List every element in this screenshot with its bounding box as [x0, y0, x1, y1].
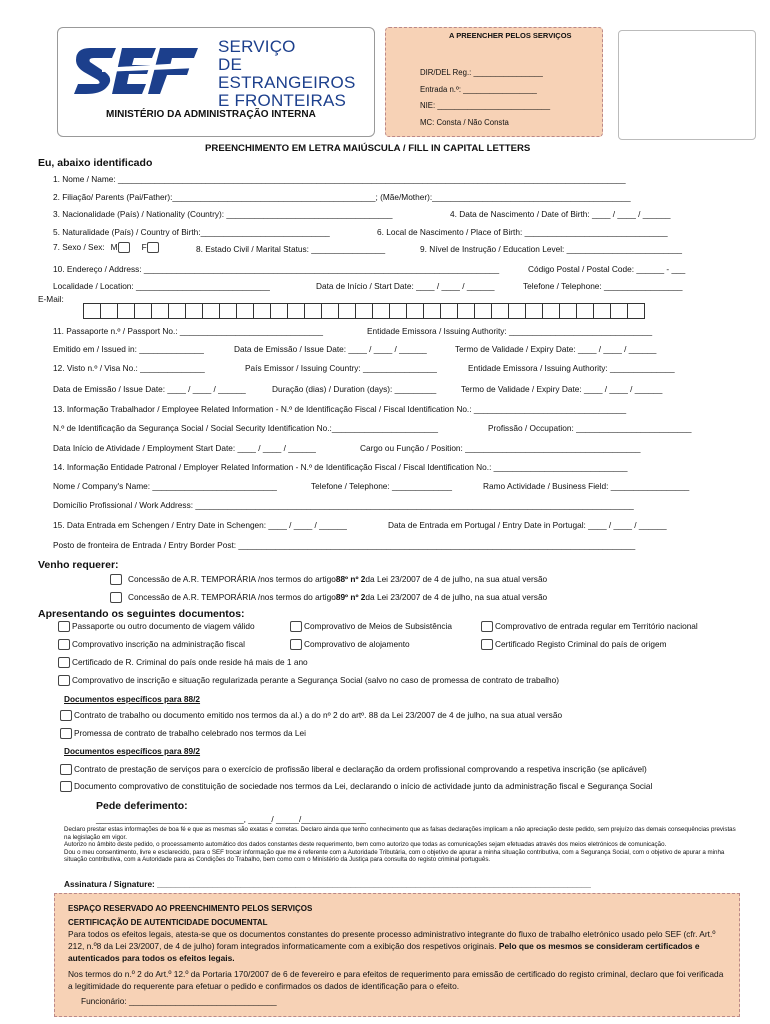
- doc-work-contract[interactable]: Contrato de trabalho ou documento emitido nos termos da al.) a do nº 2 do artº. 88 da Lei 23/2007 de 4 de julho, na sua atual versão: [60, 710, 562, 721]
- request-88-checkbox[interactable]: [110, 574, 122, 585]
- services-field-reg[interactable]: DIR/DEL Reg.: ________________: [420, 68, 543, 77]
- reserved-box: [54, 893, 740, 1017]
- request-option-89[interactable]: Concessão de A.R. TEMPORÁRIA /nos termos do artigo 89º nº 2 da Lei 23/2007 de 4 de julho, na sua atual versão: [110, 592, 547, 603]
- field-employment-start[interactable]: Data Início de Atividade / Employment Start Date: ____ / ____ / ______: [53, 443, 316, 453]
- services-field-entrada[interactable]: Entrada n.º: _________________: [420, 84, 537, 94]
- field-visa-country[interactable]: País Emissor / Issuing Country: ________________: [245, 363, 437, 373]
- docs-specific-89-title: Documentos específicos para 89/2: [64, 746, 201, 756]
- request-title: Venho requerer:: [38, 559, 119, 571]
- field-passport-authority[interactable]: Entidade Emissora / Issuing Authority: _______________________________: [367, 326, 653, 336]
- date-place-line[interactable]: ________________________________, _____/ _____/______________: [96, 814, 366, 824]
- doc-service-contract[interactable]: Contrato de prestação de serviços para o exercício de profissão liberal e declaração da ordem profissional comprovando a respetiva inscrição (se aplicável): [60, 764, 647, 775]
- doc-subsistence-checkbox[interactable]: [290, 621, 302, 632]
- org-line2: DE ESTRANGEIROS: [218, 55, 356, 92]
- field-border-post[interactable]: Posto de fronteira de Entrada / Entry Border Post: ______________________________________________________________________________________: [53, 540, 636, 550]
- field-marital-status[interactable]: 8. Estado Civil / Marital Status: ________________: [196, 244, 386, 254]
- intro-text: Eu, abaixo identificado: [38, 157, 153, 169]
- field-portugal-entry[interactable]: Data de Entrada em Portugal / Entry Date in Portugal: ____ / ____ / ______: [388, 520, 667, 530]
- legal-declaration: Declaro prestar estas informações de boa fé e que as mesmas são exatas e corretas. Declaro ainda que tenho conhecimento que as falsas declarações implicam a não apreciação deste pedido, sem prejuízo das demais consequências previstas na legislação em vigor.: [64, 826, 736, 841]
- field-postal-code[interactable]: Código Postal / Postal Code: ______ - ___: [528, 264, 686, 274]
- certification-paragraph: Para todos os efeitos legais, atesta-se que os documentos constantes do presente processo administrativo integrante do fluxo de trabalho eletrónico usado pelo SEF (cfr. Art.º 212, n.º8 da Lei 23/2007, de 4 de julho) foram integrados informaticamente com a exibição dos respetivos originais. Pelo que os mesmos se consideram certificados e autenticados para todos os efeitos legais.: [68, 929, 716, 964]
- doc-company-checkbox[interactable]: [60, 781, 72, 792]
- logo-box: [57, 27, 375, 137]
- email-label: E-Mail:: [38, 294, 64, 304]
- instructions: PREENCHIMENTO EM LETRA MAIÚSCULA / FILL IN CAPITAL LETTERS: [205, 143, 531, 154]
- field-company-phone[interactable]: Telefone / Telephone: _____________: [311, 481, 453, 491]
- doc-social-security[interactable]: Comprovativo de inscrição e situação regularizada perante a Segurança Social (salvo no caso de promessa de contrato de trabalho): [58, 675, 559, 686]
- doc-work-contract-checkbox[interactable]: [60, 710, 72, 721]
- field-occupation[interactable]: Profissão / Occupation: _________________________: [488, 423, 692, 433]
- doc-passport-checkbox[interactable]: [58, 621, 70, 632]
- reserved-title: ESPAÇO RESERVADO AO PREENCHIMENTO PELOS SERVIÇOS: [68, 904, 313, 913]
- field-passport[interactable]: 11. Passaporte n.º / Passport No.: _______________________________: [53, 326, 323, 336]
- sex-label: 7. Sexo / Sex:: [53, 242, 105, 252]
- field-work-address[interactable]: Domicílio Profissional / Work Address: _______________________________________________________________________________________________: [53, 500, 634, 510]
- docs-specific-88-title: Documentos específicos para 88/2: [64, 694, 201, 704]
- signature-line[interactable]: Assinatura / Signature: ______________________________________________________________________________________________: [64, 879, 591, 889]
- services-title: A PREENCHER PELOS SERVIÇOS: [449, 31, 572, 40]
- legal-authorization: Autorizo no âmbito deste pedido, o processamento automático dos dados constantes deste requerimento, bem como autorizo que todas as comunicações sejam efetuadas através dos meios eletrónicos de comunicação.: [64, 841, 667, 849]
- doc-regular-entry[interactable]: Comprovativo de entrada regular em Território nacional: [481, 621, 698, 632]
- sex-m-checkbox[interactable]: [118, 242, 130, 253]
- sex-f-label: F: [141, 242, 147, 252]
- doc-passport[interactable]: Passaporte ou outro documento de viagem válido: [58, 621, 255, 632]
- field-employee-nif[interactable]: 13. Informação Trabalhador / Employee Related Information - N.º de Identificação Fiscal / Fiscal Identification No.: _________________________________: [53, 404, 627, 414]
- doc-subsistence[interactable]: Comprovativo de Meios de Subsistência: [290, 621, 452, 632]
- criminal-record-paragraph: Nos termos do n.º 2 do Art.º 12.º da Portaria 170/2007 de 6 de fevereiro e para efeitos de requerimento para emissão de certificado do registo criminal, declaro que foi verificada a legitimidade do requerente para efetuar o pedido e confirmados os dados de identificação para o efeito.: [68, 969, 724, 992]
- reserved-subtitle: CERTIFICAÇÃO DE AUTENTICIDADE DOCUMENTAL: [68, 918, 268, 927]
- field-visa-issue-date[interactable]: Data de Emissão / Issue Date: ____ / ____ / ______: [53, 384, 246, 394]
- field-visa-duration[interactable]: Duração (dias) / Duration (days): _________: [272, 384, 437, 394]
- field-place-birth[interactable]: 6. Local de Nascimento / Place of Birth: _______________________________: [377, 227, 668, 237]
- org-line1: SERVIÇO: [218, 37, 296, 56]
- email-input[interactable]: [83, 303, 644, 319]
- ministry-label: MINISTÉRIO DA ADMINISTRAÇÃO INTERNA: [106, 109, 316, 120]
- doc-company[interactable]: Documento comprovativo de constituição de sociedade nos termos da Lei, declarando o início de actividade junto da administração fiscal e Segurança Social: [60, 781, 652, 792]
- doc-housing-checkbox[interactable]: [290, 639, 302, 650]
- doc-housing[interactable]: Comprovativo de alojamento: [290, 639, 410, 650]
- field-start-date[interactable]: Data de Início / Start Date: ____ / ____ / ______: [316, 281, 495, 291]
- legal-text: [64, 826, 744, 864]
- doc-tax[interactable]: Comprovativo inscrição na administração fiscal: [58, 639, 245, 650]
- doc-service-contract-checkbox[interactable]: [60, 764, 72, 775]
- doc-criminal-residence[interactable]: Certificado de R. Criminal do país onde reside há mais de 1 ano: [58, 657, 308, 668]
- services-field-mc[interactable]: MC: Consta / Não Consta: [420, 117, 509, 127]
- field-visa-authority[interactable]: Entidade Emissora / Issuing Authority: ______________: [468, 363, 675, 373]
- field-telephone[interactable]: Telefone / Telephone: _________________: [523, 281, 683, 291]
- pede-deferimento: Pede deferimento:: [96, 800, 188, 812]
- doc-work-promise-checkbox[interactable]: [60, 728, 72, 739]
- org-line3: E FRONTEIRAS: [218, 91, 347, 110]
- doc-criminal-residence-checkbox[interactable]: [58, 657, 70, 668]
- field-employer-nif[interactable]: 14. Informação Entidade Patronal / Employer Related Information - N.º de Identificação Fiscal / Fiscal Identification No.: _____________________________: [53, 462, 628, 472]
- field-dob[interactable]: 4. Data de Nascimento / Date of Birth: ____ / ____ / ______: [450, 209, 671, 219]
- field-location[interactable]: Localidade / Location: _____________________________: [53, 281, 270, 291]
- docs-title: Apresentando os seguintes documentos:: [38, 608, 245, 620]
- funcionario-line[interactable]: Funcionário: ________________________________: [81, 996, 277, 1006]
- field-education[interactable]: 9. Nível de Instrução / Education Level: _________________________: [420, 244, 683, 254]
- field-nationality[interactable]: 3. Nacionalidade (País) / Nationality (Country): ____________________________________: [53, 209, 393, 219]
- field-sex: [53, 242, 161, 253]
- doc-criminal-origin[interactable]: Certificado Registo Criminal do país de origem: [481, 639, 667, 650]
- doc-work-promise[interactable]: Promessa de contrato de trabalho celebrado nos termos da Lei: [60, 728, 306, 739]
- legal-consent: Dou o meu consentimento, livre e esclarecido, para o SEF trocar informação que me é referente com a Autoridade Tributária, com o objetivo de apurar a minha situação contributiva, com a Segurança Social, com o objetivo de apurar a minha situação contributiva, com a Autoridade para as Condições do Trabalho, bem como com o Ministério da Justiça para consulta do registo criminal português.: [64, 848, 725, 864]
- services-field-nie[interactable]: NIE: __________________________: [420, 101, 551, 110]
- field-position[interactable]: Cargo ou Função / Position: ______________________________________: [360, 443, 641, 453]
- request-option-88[interactable]: Concessão de A.R. TEMPORÁRIA /nos termos do artigo 88º nº 2 da Lei 23/2007 de 4 de julho, na sua atual versão: [110, 574, 547, 585]
- field-passport-expiry[interactable]: Termo de Validade / Expiry Date: ____ / ____ / ______: [455, 344, 657, 354]
- doc-regular-entry-checkbox[interactable]: [481, 621, 493, 632]
- field-company-name[interactable]: Nome / Company's Name: ___________________________: [53, 481, 277, 491]
- field-visa[interactable]: 12. Visto n.º / Visa No.: ______________: [53, 363, 205, 373]
- field-issued-in[interactable]: Emitido em / Issued in: ______________: [53, 344, 204, 354]
- doc-social-security-checkbox[interactable]: [58, 675, 70, 686]
- services-box: [385, 27, 603, 137]
- field-country-birth[interactable]: 5. Naturalidade (País) / Country of Birth:____________________________: [53, 227, 330, 237]
- sex-f-checkbox[interactable]: [147, 242, 159, 253]
- sex-m-label: M: [110, 242, 118, 252]
- doc-tax-checkbox[interactable]: [58, 639, 70, 650]
- field-passport-issue-date[interactable]: Data de Emissão / Issue Date: ____ / ____ / ______: [234, 344, 427, 354]
- photo-box: [618, 30, 756, 140]
- field-visa-expiry[interactable]: Termo de Validade / Expiry Date: ____ / ____ / ______: [461, 384, 663, 394]
- doc-criminal-origin-checkbox[interactable]: [481, 639, 493, 650]
- request-89-checkbox[interactable]: [110, 592, 122, 603]
- field-business-field[interactable]: Ramo Actividade / Business Field: _________________: [483, 481, 690, 491]
- field-address[interactable]: 10. Endereço / Address: _____________________________________________________________________________: [53, 264, 500, 274]
- sef-logo: [72, 40, 202, 96]
- field-parents[interactable]: 2. Filiação/ Parents (Pai/Father):____________________________________________; (Mãe/Mother):___________________________________________: [53, 192, 631, 202]
- field-name[interactable]: 1. Nome / Name: ______________________________________________________________________________________________________________: [53, 174, 626, 184]
- field-schengen-entry[interactable]: 15. Data Entrada em Schengen / Entry Date in Schengen: ____ / ____ / ______: [53, 520, 347, 530]
- field-social-security[interactable]: N.º de Identificação da Segurança Social / Social Security Identification No.:_______________________: [53, 423, 438, 433]
